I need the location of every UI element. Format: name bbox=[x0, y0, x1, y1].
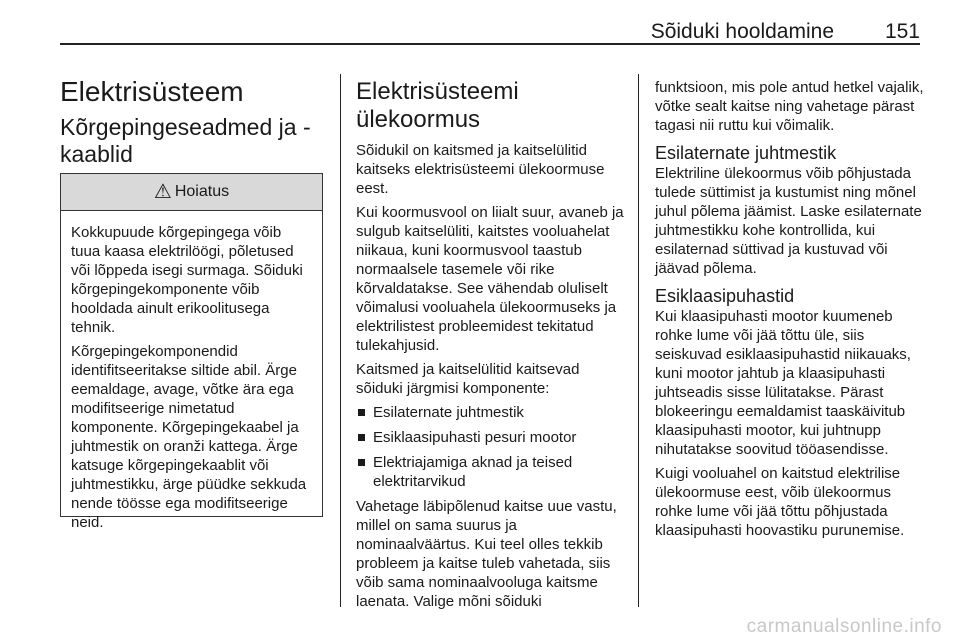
warning-body bbox=[61, 211, 322, 532]
list-item: Esiklaasipuhasti pesuri mootor bbox=[356, 428, 624, 447]
warning-box bbox=[60, 173, 323, 531]
warning-triangle-icon: ⚠ bbox=[153, 181, 172, 203]
watermark: carmanualsonline.info bbox=[746, 616, 942, 637]
list-item: Esilaternate juhtmestik bbox=[356, 403, 624, 422]
paragraph: funktsioon, mis pole antud hetkel vajalik, võtke sealt kaitse ning vahetage pärast tagasi nii ruttu kui võimalik. bbox=[655, 79, 924, 134]
warning-paragraph: Kõrgepingekomponendid identifitseeritakse siltide abil. Ärge eemaldage, avage, võtke ära ega modifitseerige nimetatud komponente. Kõrgepingekaabel ja juhtmestik on oranži kattega. Ärge katsuge kõrgepingekaablit või juhtmestikku, ärge püüdke sekkuda nende töösse ega modifitseerige neid. bbox=[71, 343, 307, 531]
warning-paragraph: Kokkupuude kõrgepingega võib tuua kaasa elektrilöögi, põletused või lõppeda isegi surmaga. Sõiduki kõrgepingekomponente võib hooldada ainult erikoolitusega tehnik. bbox=[71, 224, 303, 336]
paragraph: Kui klaasipuhasti mootor kuumeneb rohke lume või jää tõttu üle, siis seiskuvad esiklaasipuhastid niikauaks, kuni mootor jahtub ja klaasipuhasti juhtseadis sisse lülitatakse. Pärast blokeeringu eemaldamist taaskäivitub klaasipuhasti mootor, kui juhtnupp nihutatakse soovitud tööasendisse. bbox=[655, 308, 911, 458]
header-title: Sõiduki hooldamine bbox=[650, 20, 834, 43]
warning-header bbox=[61, 174, 322, 211]
list-item: Elektriajamiga aknad ja teised elektritarvikud bbox=[356, 453, 624, 491]
paragraph: Kuigi vooluahel on kaitstud elektrilise ülekoormuse eest, võib ülekoormus rohke lume või jää tõttu põhjustada klaasipuhasti hoovastiku purunemise. bbox=[655, 465, 905, 539]
warning-title: Hoiatus bbox=[174, 183, 230, 200]
paragraph: Sõidukil on kaitsmed ja kaitselülitid kaitseks elektrisüsteemi ülekoormuse eest. bbox=[356, 142, 605, 197]
column-1 bbox=[60, 76, 323, 168]
paragraph: Kaitsmed ja kaitselülitid kaitsevad sõiduki järgmisi komponente: bbox=[356, 361, 580, 397]
bullet-list bbox=[356, 403, 624, 491]
column-divider-2 bbox=[638, 74, 639, 607]
column-2 bbox=[356, 78, 624, 616]
subsection-heading: Esiklaasipuhastid bbox=[655, 286, 795, 306]
subsection-heading: Esilaternate juhtmestik bbox=[655, 143, 837, 163]
paragraph: Kui koormusvool on liialt suur, avaneb ja sulgub kaitselüliti, kaitstes vooluahelat niikaua, kuni koormusvool taastub normaalsele tasemele või rike kõrvaldatakse. See vähendab oluliselt võimalusi vooluahela ülekoormuseks ja elektrilistest probleemidest tekitatud tulekahjusid. bbox=[356, 204, 624, 354]
column-3 bbox=[655, 78, 925, 545]
column-divider-1 bbox=[340, 74, 341, 607]
paragraph: Vahetage läbipõlenud kaitse uue vastu, millel on sama suurus ja nominaalväärtus. Kui teel olles tekkib probleem ja kaitse tuleb vahetada, siis võib sama nominaalvooluga kaitsme laenata. Valige mõni sõiduki bbox=[356, 498, 617, 610]
subsection-heading: Kõrgepingeseadmed ja -kaablid bbox=[60, 114, 311, 167]
paragraph: Elektriline ülekoormus võib põhjustada tulede süttimist ja kustumist ning mõnel juhul põlema jäämist. Laske esilaternate juhtmestikku kohe kontrollida, kui esilaternad süttivad ja kustuvad või jäävad põlema. bbox=[655, 165, 922, 277]
page-number: 151 bbox=[884, 20, 920, 43]
section-heading: Elektrisüsteem bbox=[60, 76, 244, 107]
section-heading: Elektrisüsteemi ülekoormus bbox=[356, 78, 519, 133]
page-header bbox=[60, 18, 920, 58]
header-divider bbox=[60, 43, 920, 45]
